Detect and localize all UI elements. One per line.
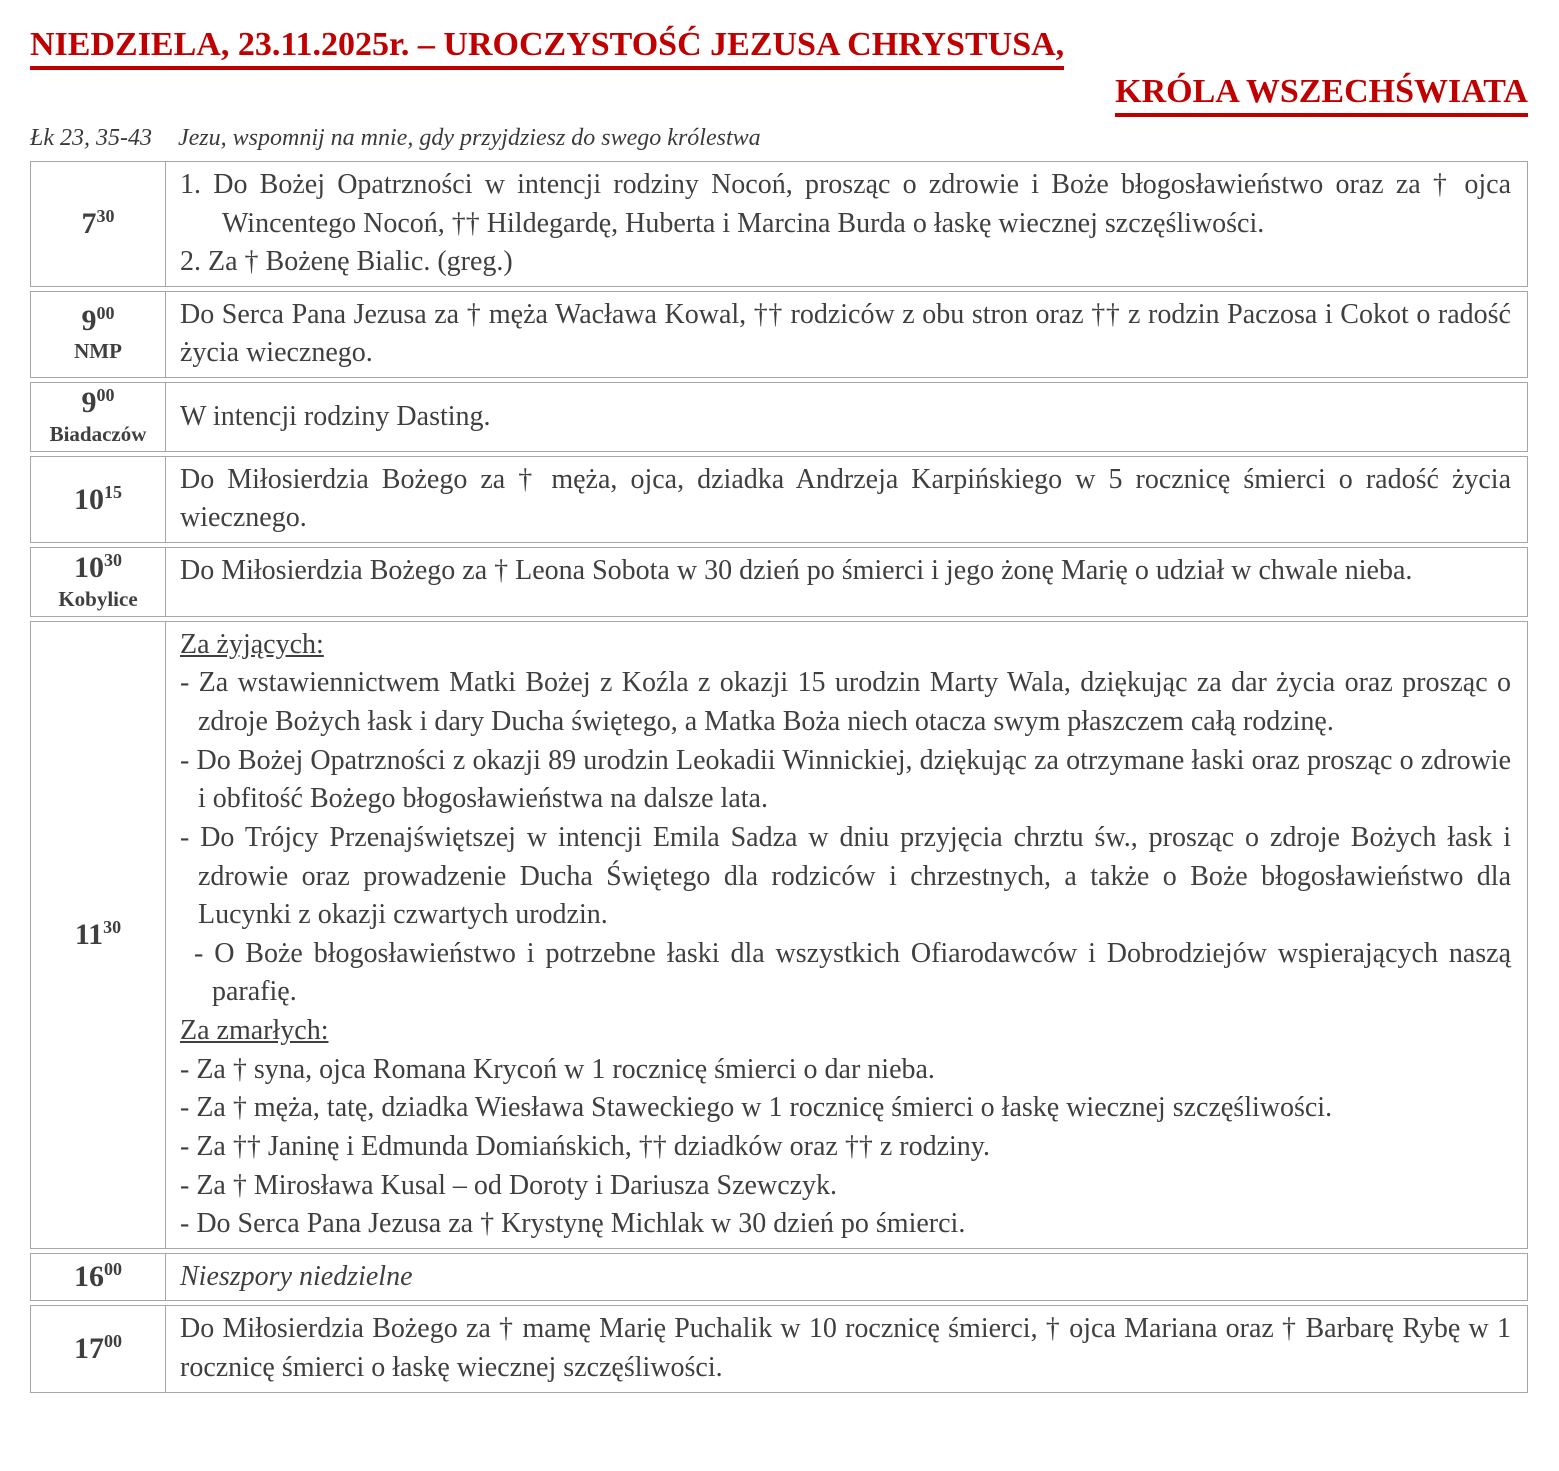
- mass-hour: 9: [81, 386, 97, 420]
- mass-time: [75, 919, 121, 951]
- schedule-row-1130: [30, 621, 1528, 1249]
- mass-hour: 7: [81, 207, 97, 241]
- mass-hour: 10: [74, 482, 104, 516]
- mass-minutes: 00: [104, 1259, 122, 1280]
- intention-paragraph: W intencji rodziny Dasting.: [180, 400, 491, 432]
- page-title-line2-text: KRÓLA WSZECHŚWIATA: [1115, 73, 1528, 117]
- intention-paragraph: 2. Za † Bożenę Bialic. (greg.): [180, 246, 513, 278]
- mass-minutes: 30: [96, 206, 115, 227]
- intentions-cell: [166, 1306, 1527, 1391]
- intention-paragraph: - Za †† Janinę i Edmunda Domiańskich, †† dziadków oraz †† z rodziny.: [180, 1130, 990, 1162]
- page-title-line1: [30, 24, 1528, 65]
- intentions-cell: [166, 457, 1527, 542]
- schedule-row-900-biadaczow: [30, 382, 1528, 452]
- intention-paragraph: Do Miłosierdzia Bożego za † męża, ojca, dziadka Andrzeja Karpińskiego w 5 rocznicę śmierci o radość życia wiecznego.: [180, 463, 1511, 534]
- mass-minutes: 00: [96, 302, 115, 323]
- intention-paragraph: Do Serca Pana Jezusa za † męża Wacława Kowal, †† rodziców z obu stron oraz †† z rodzin Paczosa i Cokot o radość życia wiecznego.: [180, 298, 1511, 369]
- intentions-cell: [166, 1254, 1527, 1301]
- mass-time: [82, 387, 115, 419]
- intentions-cell: [166, 162, 1527, 286]
- mass-minutes: 15: [104, 481, 122, 502]
- mass-hour: 17: [74, 1332, 104, 1366]
- mass-minutes: 30: [104, 550, 122, 571]
- intention-paragraph: - Za † syna, ojca Romana Krycoń w 1 rocznicę śmierci o dar nieba.: [180, 1053, 935, 1085]
- intentions-cell: [166, 383, 1527, 451]
- time-cell: [31, 292, 166, 377]
- mass-hour: 16: [74, 1260, 104, 1294]
- page-header: [30, 24, 1528, 113]
- page-title-line1-text: NIEDZIELA, 23.11.2025r. – UROCZYSTOŚĆ JEZUSA CHRYSTUSA,: [30, 26, 1064, 70]
- intention-paragraph: - Do Serca Pana Jezusa za † Krystynę Michlak w 30 dzień po śmierci.: [180, 1208, 966, 1240]
- mass-place: Biadaczów: [49, 421, 147, 446]
- time-cell: [31, 162, 166, 286]
- intentions-cell: [166, 622, 1527, 1248]
- mass-hour: 10: [74, 551, 104, 585]
- schedule-row-1700: [30, 1305, 1528, 1392]
- mass-hour: 11: [74, 918, 104, 952]
- mass-time: [74, 481, 122, 516]
- intention-paragraph: Do Miłosierdzia Bożego za † Leona Sobota w 30 dzień po śmierci i jego żonę Marię o udział w chwale nieba.: [180, 555, 1413, 587]
- schedule-row-1600: [30, 1253, 1528, 1302]
- intention-paragraph: - Za † męża, tatę, dziadka Wiesława Staweckiego w 1 rocznicę śmierci o łaskę wiecznej szczęśliwości.: [180, 1092, 1333, 1124]
- mass-time: [74, 1333, 122, 1365]
- time-cell: [31, 1254, 166, 1301]
- page-title-line2: [30, 71, 1528, 112]
- mass-time: [74, 552, 122, 584]
- mass-place: NMP: [74, 339, 122, 364]
- mass-schedule-table: [30, 161, 1528, 1393]
- mass-minutes: 30: [103, 917, 122, 938]
- time-cell: [31, 383, 166, 451]
- intentions-cell: [166, 548, 1527, 616]
- schedule-row-1015: [30, 456, 1528, 543]
- time-cell: [31, 622, 166, 1248]
- intention-paragraph: Do Miłosierdzia Bożego za † mamę Marię Puchalik w 10 rocznicę śmierci, † ojca Mariana oraz † Barbarę Rybę w 1 rocznicę śmierci o łaskę wiecznej szczęśliwości.: [180, 1313, 1511, 1384]
- section-heading-deceased: Za zmarłych:: [180, 1015, 329, 1047]
- intention-paragraph: - Do Bożej Opatrzności z okazji 89 urodzin Leokadii Winnickiej, dziękując za otrzymane łaski oraz prosząc o zdrowie i obfitość Bożego błogosławieństwa na dalsze lata.: [180, 744, 1511, 815]
- mass-time: [81, 302, 115, 337]
- intention-paragraph: - Do Trójcy Przenajświętszej w intencji Emila Sadza w dniu przyjęcia chrztu św., prosząc o zdroje Bożych łask i zdrowie oraz prowadzenie Ducha Świętego dla rodziców i chrzestnych, a także o Boże błogosławieństwo dla Lucynki z okazji czwartych urodzin.: [180, 821, 1511, 931]
- mass-hour: 9: [81, 303, 97, 337]
- schedule-row-730: [30, 161, 1528, 287]
- time-cell: [31, 457, 166, 542]
- time-cell: [31, 548, 166, 616]
- intentions-cell: [166, 292, 1527, 377]
- intention-paragraph: - Za † Mirosława Kusal – od Doroty i Dariusza Szewczyk.: [180, 1169, 838, 1201]
- section-heading-living: Za żyjących:: [180, 628, 324, 660]
- mass-time: [82, 208, 115, 240]
- mass-place: Kobylice: [58, 586, 138, 611]
- mass-minutes: 00: [104, 1331, 122, 1352]
- schedule-row-1030-kobylice: [30, 547, 1528, 617]
- gospel-quote: Jezu, wspomnij na mnie, gdy przyjdziesz do swego królestwa: [178, 124, 761, 151]
- vespers-label: Nieszpory niedzielne: [180, 1260, 413, 1292]
- intention-paragraph: - Za wstawiennictwem Matki Bożej z Koźla z okazji 15 urodzin Marty Wala, dziękując za dar życia oraz prosząc o zdroje Bożych łask i dary Ducha świętego, a Matka Boża niech otacza swym płaszczem całą rodzinę.: [180, 667, 1511, 738]
- time-cell: [31, 1306, 166, 1391]
- intention-paragraph: - O Boże błogosławieństwo i potrzebne łaski dla wszystkich Ofiarodawców i Dobrodziejów wspierających naszą parafię.: [194, 937, 1511, 1008]
- mass-minutes: 00: [96, 385, 115, 406]
- gospel-reference: Łk 23, 35-43: [30, 124, 152, 151]
- intention-paragraph: 1. Do Bożej Opatrzności w intencji rodziny Nocoń, prosząc o zdrowie i Boże błogosławieństwo oraz za † ojca Wincentego Nocoń, †† Hildegardę, Huberta i Marcina Burda o łaskę wiecznej szczęśliwości.: [180, 168, 1511, 239]
- gospel-reading-line: [30, 125, 1528, 152]
- schedule-row-900-nmp: [30, 291, 1528, 378]
- mass-time: [74, 1261, 122, 1293]
